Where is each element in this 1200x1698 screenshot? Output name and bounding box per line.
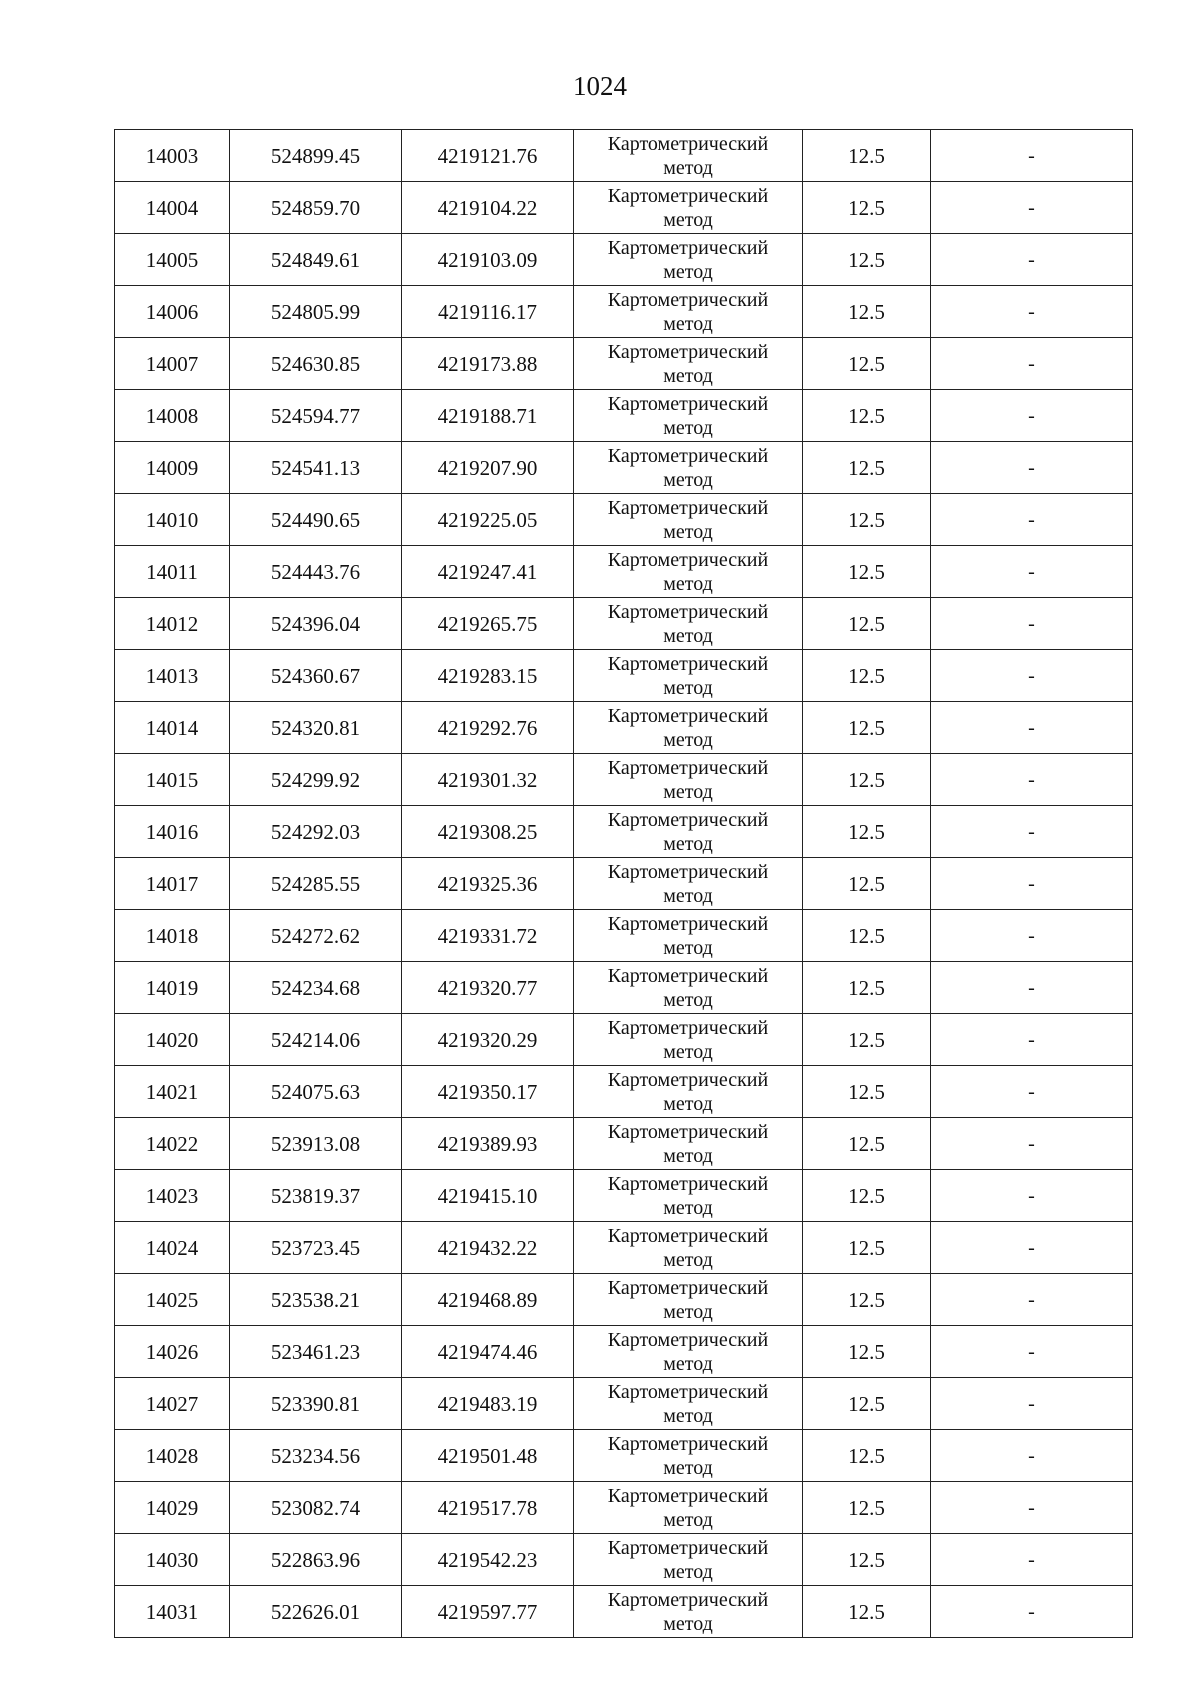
- method-line-2: метод: [663, 1352, 713, 1375]
- method-line-1: Картометрический: [607, 236, 769, 259]
- accuracy-cell: 12.5: [803, 1066, 931, 1118]
- method-cell: [574, 338, 803, 390]
- method-line-2: метод: [663, 1092, 713, 1115]
- table-row: [115, 650, 1133, 702]
- table-row: [115, 390, 1133, 442]
- note-cell: -: [931, 1222, 1133, 1274]
- note-cell: -: [931, 962, 1133, 1014]
- y-coordinate-cell: 4219432.22: [402, 1222, 574, 1274]
- method-cell: [574, 1482, 803, 1534]
- note-cell: -: [931, 754, 1133, 806]
- method-cell: [574, 1170, 803, 1222]
- note-cell: -: [931, 1482, 1133, 1534]
- table-row: [115, 1222, 1133, 1274]
- point-id-cell: 14030: [115, 1534, 230, 1586]
- method-line-2: метод: [663, 260, 713, 283]
- method-line-2: метод: [663, 936, 713, 959]
- method-line-1: Картометрический: [607, 860, 769, 883]
- note-cell: -: [931, 598, 1133, 650]
- method-cell: [574, 1014, 803, 1066]
- accuracy-cell: 12.5: [803, 494, 931, 546]
- accuracy-cell: 12.5: [803, 1482, 931, 1534]
- method-cell: [574, 494, 803, 546]
- note-cell: -: [931, 1274, 1133, 1326]
- table-row: [115, 1586, 1133, 1638]
- table-row: [115, 910, 1133, 962]
- table-row: [115, 442, 1133, 494]
- note-cell: -: [931, 806, 1133, 858]
- point-id-cell: 14010: [115, 494, 230, 546]
- x-coordinate-cell: 523234.56: [230, 1430, 402, 1482]
- table-row: [115, 1170, 1133, 1222]
- table-row: [115, 494, 1133, 546]
- point-id-cell: 14026: [115, 1326, 230, 1378]
- note-cell: -: [931, 910, 1133, 962]
- accuracy-cell: 12.5: [803, 234, 931, 286]
- method-line-2: метод: [663, 780, 713, 803]
- method-line-1: Картометрический: [607, 1380, 769, 1403]
- method-line-2: метод: [663, 1248, 713, 1271]
- x-coordinate-cell: 524075.63: [230, 1066, 402, 1118]
- accuracy-cell: 12.5: [803, 1014, 931, 1066]
- x-coordinate-cell: 523082.74: [230, 1482, 402, 1534]
- method-line-1: Картометрический: [607, 1432, 769, 1455]
- table-row: [115, 962, 1133, 1014]
- note-cell: -: [931, 286, 1133, 338]
- method-line-2: метод: [663, 624, 713, 647]
- method-line-1: Картометрический: [607, 1172, 769, 1195]
- y-coordinate-cell: 4219265.75: [402, 598, 574, 650]
- method-cell: [574, 182, 803, 234]
- method-cell: [574, 598, 803, 650]
- point-id-cell: 14004: [115, 182, 230, 234]
- method-cell: [574, 1118, 803, 1170]
- x-coordinate-cell: 522626.01: [230, 1586, 402, 1638]
- table-row: [115, 1326, 1133, 1378]
- note-cell: -: [931, 1534, 1133, 1586]
- y-coordinate-cell: 4219225.05: [402, 494, 574, 546]
- note-cell: -: [931, 702, 1133, 754]
- point-id-cell: 14014: [115, 702, 230, 754]
- method-line-2: метод: [663, 832, 713, 855]
- method-cell: [574, 858, 803, 910]
- method-cell: [574, 1586, 803, 1638]
- note-cell: -: [931, 1586, 1133, 1638]
- method-line-1: Картометрический: [607, 184, 769, 207]
- x-coordinate-cell: 524490.65: [230, 494, 402, 546]
- y-coordinate-cell: 4219292.76: [402, 702, 574, 754]
- note-cell: -: [931, 1326, 1133, 1378]
- note-cell: -: [931, 1066, 1133, 1118]
- point-id-cell: 14006: [115, 286, 230, 338]
- method-line-2: метод: [663, 884, 713, 907]
- table-row: [115, 182, 1133, 234]
- y-coordinate-cell: 4219468.89: [402, 1274, 574, 1326]
- method-cell: [574, 390, 803, 442]
- y-coordinate-cell: 4219173.88: [402, 338, 574, 390]
- method-line-2: метод: [663, 1404, 713, 1427]
- y-coordinate-cell: 4219308.25: [402, 806, 574, 858]
- y-coordinate-cell: 4219597.77: [402, 1586, 574, 1638]
- method-line-1: Картометрический: [607, 132, 769, 155]
- note-cell: -: [931, 858, 1133, 910]
- method-line-1: Картометрический: [607, 1484, 769, 1507]
- method-line-1: Картометрический: [607, 652, 769, 675]
- method-line-1: Картометрический: [607, 340, 769, 363]
- point-id-cell: 14005: [115, 234, 230, 286]
- note-cell: -: [931, 1430, 1133, 1482]
- table-row: [115, 1534, 1133, 1586]
- x-coordinate-cell: 523819.37: [230, 1170, 402, 1222]
- x-coordinate-cell: 523913.08: [230, 1118, 402, 1170]
- accuracy-cell: 12.5: [803, 286, 931, 338]
- method-line-2: метод: [663, 468, 713, 491]
- point-id-cell: 14029: [115, 1482, 230, 1534]
- x-coordinate-cell: 524234.68: [230, 962, 402, 1014]
- y-coordinate-cell: 4219283.15: [402, 650, 574, 702]
- table-row: [115, 1378, 1133, 1430]
- x-coordinate-cell: 524299.92: [230, 754, 402, 806]
- accuracy-cell: 12.5: [803, 1586, 931, 1638]
- point-id-cell: 14015: [115, 754, 230, 806]
- method-line-1: Картометрический: [607, 548, 769, 571]
- accuracy-cell: 12.5: [803, 962, 931, 1014]
- x-coordinate-cell: 524899.45: [230, 130, 402, 182]
- method-line-2: метод: [663, 728, 713, 751]
- table-row: [115, 754, 1133, 806]
- x-coordinate-cell: 524443.76: [230, 546, 402, 598]
- note-cell: -: [931, 442, 1133, 494]
- table-row: [115, 598, 1133, 650]
- method-line-2: метод: [663, 1560, 713, 1583]
- table-row: [115, 1274, 1133, 1326]
- method-line-2: метод: [663, 1040, 713, 1063]
- note-cell: -: [931, 130, 1133, 182]
- y-coordinate-cell: 4219542.23: [402, 1534, 574, 1586]
- method-line-1: Картометрический: [607, 964, 769, 987]
- method-line-2: метод: [663, 208, 713, 231]
- point-id-cell: 14023: [115, 1170, 230, 1222]
- point-id-cell: 14012: [115, 598, 230, 650]
- table-row: [115, 130, 1133, 182]
- method-cell: [574, 962, 803, 1014]
- method-line-2: метод: [663, 676, 713, 699]
- y-coordinate-cell: 4219320.77: [402, 962, 574, 1014]
- accuracy-cell: 12.5: [803, 806, 931, 858]
- x-coordinate-cell: 524859.70: [230, 182, 402, 234]
- method-cell: [574, 1222, 803, 1274]
- y-coordinate-cell: 4219331.72: [402, 910, 574, 962]
- coordinates-table-body: [115, 130, 1133, 1638]
- point-id-cell: 14028: [115, 1430, 230, 1482]
- y-coordinate-cell: 4219103.09: [402, 234, 574, 286]
- y-coordinate-cell: 4219483.19: [402, 1378, 574, 1430]
- method-cell: [574, 806, 803, 858]
- method-cell: [574, 1534, 803, 1586]
- x-coordinate-cell: 524272.62: [230, 910, 402, 962]
- x-coordinate-cell: 524320.81: [230, 702, 402, 754]
- method-line-1: Картометрический: [607, 1276, 769, 1299]
- method-line-2: метод: [663, 416, 713, 439]
- y-coordinate-cell: 4219320.29: [402, 1014, 574, 1066]
- x-coordinate-cell: 524630.85: [230, 338, 402, 390]
- y-coordinate-cell: 4219301.32: [402, 754, 574, 806]
- accuracy-cell: 12.5: [803, 338, 931, 390]
- x-coordinate-cell: 524594.77: [230, 390, 402, 442]
- method-line-2: метод: [663, 1144, 713, 1167]
- note-cell: -: [931, 1118, 1133, 1170]
- point-id-cell: 14031: [115, 1586, 230, 1638]
- x-coordinate-cell: 523538.21: [230, 1274, 402, 1326]
- method-line-1: Картометрический: [607, 444, 769, 467]
- accuracy-cell: 12.5: [803, 1274, 931, 1326]
- method-line-1: Картометрический: [607, 1588, 769, 1611]
- accuracy-cell: 12.5: [803, 1378, 931, 1430]
- note-cell: -: [931, 338, 1133, 390]
- method-line-2: метод: [663, 520, 713, 543]
- table-row: [115, 286, 1133, 338]
- note-cell: -: [931, 650, 1133, 702]
- x-coordinate-cell: 524849.61: [230, 234, 402, 286]
- method-line-1: Картометрический: [607, 756, 769, 779]
- note-cell: -: [931, 1170, 1133, 1222]
- method-line-2: метод: [663, 1300, 713, 1323]
- accuracy-cell: 12.5: [803, 702, 931, 754]
- method-line-2: метод: [663, 1196, 713, 1219]
- accuracy-cell: 12.5: [803, 1222, 931, 1274]
- accuracy-cell: 12.5: [803, 650, 931, 702]
- method-cell: [574, 1430, 803, 1482]
- x-coordinate-cell: 524214.06: [230, 1014, 402, 1066]
- accuracy-cell: 12.5: [803, 130, 931, 182]
- y-coordinate-cell: 4219104.22: [402, 182, 574, 234]
- x-coordinate-cell: 523390.81: [230, 1378, 402, 1430]
- method-line-1: Картометрический: [607, 392, 769, 415]
- x-coordinate-cell: 524805.99: [230, 286, 402, 338]
- accuracy-cell: 12.5: [803, 546, 931, 598]
- y-coordinate-cell: 4219247.41: [402, 546, 574, 598]
- method-line-2: метод: [663, 988, 713, 1011]
- point-id-cell: 14003: [115, 130, 230, 182]
- point-id-cell: 14017: [115, 858, 230, 910]
- method-cell: [574, 1066, 803, 1118]
- method-cell: [574, 650, 803, 702]
- method-cell: [574, 130, 803, 182]
- y-coordinate-cell: 4219188.71: [402, 390, 574, 442]
- note-cell: -: [931, 390, 1133, 442]
- table-row: [115, 1430, 1133, 1482]
- note-cell: -: [931, 546, 1133, 598]
- point-id-cell: 14008: [115, 390, 230, 442]
- table-row: [115, 702, 1133, 754]
- method-line-1: Картометрический: [607, 1120, 769, 1143]
- x-coordinate-cell: 524396.04: [230, 598, 402, 650]
- accuracy-cell: 12.5: [803, 858, 931, 910]
- accuracy-cell: 12.5: [803, 1170, 931, 1222]
- table-row: [115, 546, 1133, 598]
- method-line-2: метод: [663, 1612, 713, 1635]
- method-line-1: Картометрический: [607, 1068, 769, 1091]
- method-line-1: Картометрический: [607, 600, 769, 623]
- accuracy-cell: 12.5: [803, 910, 931, 962]
- y-coordinate-cell: 4219501.48: [402, 1430, 574, 1482]
- method-line-2: метод: [663, 364, 713, 387]
- point-id-cell: 14024: [115, 1222, 230, 1274]
- x-coordinate-cell: 522863.96: [230, 1534, 402, 1586]
- table-row: [115, 234, 1133, 286]
- method-cell: [574, 910, 803, 962]
- method-line-1: Картометрический: [607, 1016, 769, 1039]
- method-line-1: Картометрический: [607, 496, 769, 519]
- point-id-cell: 14007: [115, 338, 230, 390]
- accuracy-cell: 12.5: [803, 1326, 931, 1378]
- table-row: [115, 1066, 1133, 1118]
- note-cell: -: [931, 234, 1133, 286]
- method-cell: [574, 702, 803, 754]
- point-id-cell: 14025: [115, 1274, 230, 1326]
- method-line-1: Картометрический: [607, 1224, 769, 1247]
- coordinates-table: [114, 129, 1133, 1638]
- accuracy-cell: 12.5: [803, 754, 931, 806]
- method-line-1: Картометрический: [607, 1328, 769, 1351]
- method-line-2: метод: [663, 1508, 713, 1531]
- table-row: [115, 806, 1133, 858]
- accuracy-cell: 12.5: [803, 1534, 931, 1586]
- method-line-2: метод: [663, 312, 713, 335]
- point-id-cell: 14011: [115, 546, 230, 598]
- method-cell: [574, 1378, 803, 1430]
- y-coordinate-cell: 4219350.17: [402, 1066, 574, 1118]
- method-cell: [574, 546, 803, 598]
- table-row: [115, 858, 1133, 910]
- accuracy-cell: 12.5: [803, 1430, 931, 1482]
- method-line-1: Картометрический: [607, 1536, 769, 1559]
- note-cell: -: [931, 1014, 1133, 1066]
- method-line-2: метод: [663, 572, 713, 595]
- y-coordinate-cell: 4219325.36: [402, 858, 574, 910]
- method-line-2: метод: [663, 156, 713, 179]
- method-line-2: метод: [663, 1456, 713, 1479]
- method-cell: [574, 442, 803, 494]
- method-line-1: Картометрический: [607, 808, 769, 831]
- point-id-cell: 14013: [115, 650, 230, 702]
- point-id-cell: 14009: [115, 442, 230, 494]
- point-id-cell: 14018: [115, 910, 230, 962]
- y-coordinate-cell: 4219116.17: [402, 286, 574, 338]
- point-id-cell: 14027: [115, 1378, 230, 1430]
- y-coordinate-cell: 4219415.10: [402, 1170, 574, 1222]
- x-coordinate-cell: 523461.23: [230, 1326, 402, 1378]
- x-coordinate-cell: 524292.03: [230, 806, 402, 858]
- x-coordinate-cell: 524360.67: [230, 650, 402, 702]
- table-row: [115, 338, 1133, 390]
- y-coordinate-cell: 4219474.46: [402, 1326, 574, 1378]
- x-coordinate-cell: 524541.13: [230, 442, 402, 494]
- note-cell: -: [931, 1378, 1133, 1430]
- point-id-cell: 14021: [115, 1066, 230, 1118]
- y-coordinate-cell: 4219207.90: [402, 442, 574, 494]
- method-line-1: Картометрический: [607, 704, 769, 727]
- method-cell: [574, 1274, 803, 1326]
- accuracy-cell: 12.5: [803, 182, 931, 234]
- y-coordinate-cell: 4219121.76: [402, 130, 574, 182]
- accuracy-cell: 12.5: [803, 598, 931, 650]
- point-id-cell: 14020: [115, 1014, 230, 1066]
- point-id-cell: 14022: [115, 1118, 230, 1170]
- method-line-1: Картометрический: [607, 912, 769, 935]
- page-number: 1024: [573, 71, 627, 101]
- point-id-cell: 14019: [115, 962, 230, 1014]
- point-id-cell: 14016: [115, 806, 230, 858]
- accuracy-cell: 12.5: [803, 390, 931, 442]
- accuracy-cell: 12.5: [803, 442, 931, 494]
- note-cell: -: [931, 494, 1133, 546]
- y-coordinate-cell: 4219517.78: [402, 1482, 574, 1534]
- note-cell: -: [931, 182, 1133, 234]
- method-cell: [574, 286, 803, 338]
- method-cell: [574, 754, 803, 806]
- table-row: [115, 1482, 1133, 1534]
- x-coordinate-cell: 523723.45: [230, 1222, 402, 1274]
- method-line-1: Картометрический: [607, 288, 769, 311]
- table-row: [115, 1014, 1133, 1066]
- x-coordinate-cell: 524285.55: [230, 858, 402, 910]
- method-cell: [574, 234, 803, 286]
- table-row: [115, 1118, 1133, 1170]
- method-cell: [574, 1326, 803, 1378]
- y-coordinate-cell: 4219389.93: [402, 1118, 574, 1170]
- accuracy-cell: 12.5: [803, 1118, 931, 1170]
